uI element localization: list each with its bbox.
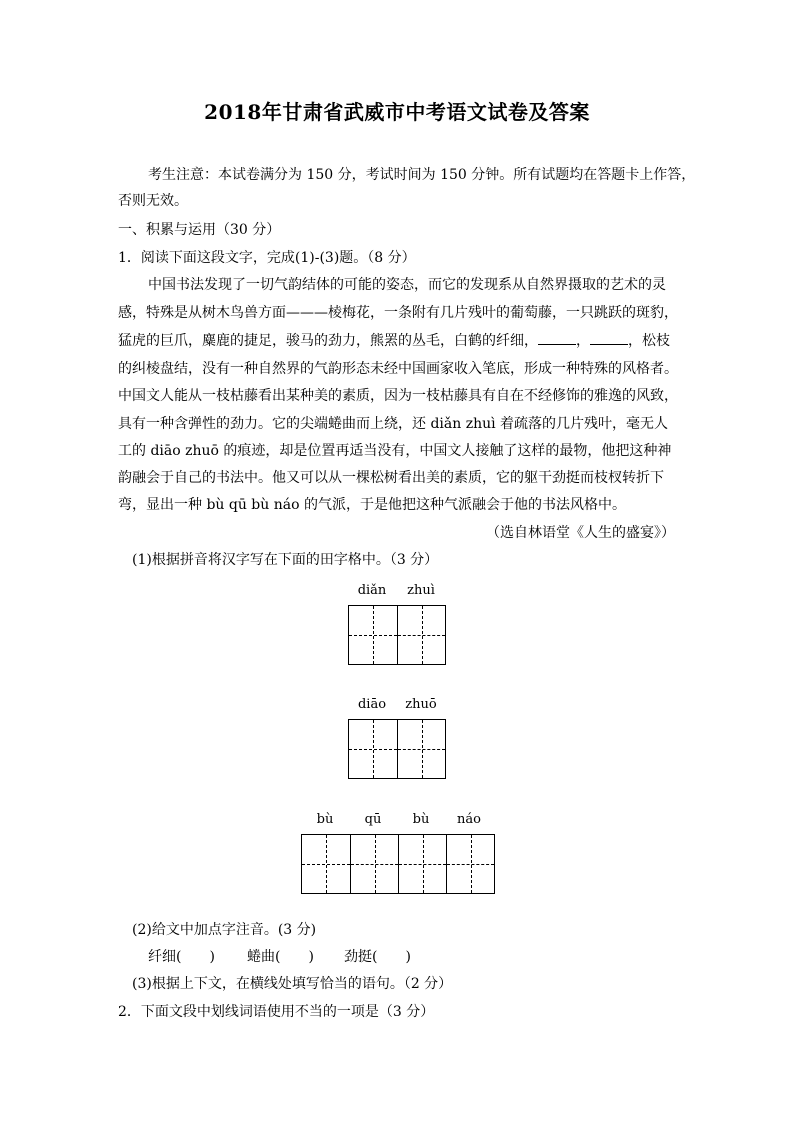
pinyin-label: náo: [457, 812, 481, 827]
passage-line: 工的 diāo zhuō 的痕迹，却是位置再适当没有，中国文人接触了这样的最物，他把这种神: [118, 443, 672, 459]
passage-line: [118, 328, 670, 354]
passage-line: 感，特殊是从树木鸟兽方面———棱梅花，一条附有几片残叶的葡萄藤，一只跳跃的斑豹，: [118, 305, 678, 321]
pinyin-label: diǎn: [357, 583, 387, 598]
tianzige-cell[interactable]: [398, 835, 446, 893]
passage-line: 中国书法发现了一切气韵结体的可能的姿态，而它的发现系从自然界摄取的艺术的灵: [148, 277, 666, 293]
question-2-stem: 2．下面文段中划线词语使用不当的一项是（3 分）: [118, 1004, 435, 1020]
pinyin-label: zhuì: [407, 583, 435, 598]
tianzige-grid-3: [301, 834, 495, 894]
sub-question-3: (3)根据上下文，在横线处填写恰当的语句。（2 分）: [132, 976, 453, 992]
passage-line: 具有一种含弹性的劲力。它的尖端蜷曲而上绕，还 diǎn zhuì 着疏落的几片残叶，毫无人: [118, 416, 669, 432]
tianzige-cell[interactable]: [446, 835, 494, 893]
sub-question-2: (2)给文中加点字注音。(3 分): [132, 922, 317, 938]
tianzige-cell[interactable]: [349, 606, 397, 664]
passage-line: 中国文人能从一枝枯藤看出某种美的素质，因为一枝枯藤具有自在不经修饰的雅逸的风致，: [118, 388, 678, 404]
tianzige-grid-2: [348, 719, 446, 779]
passage-line: 弯，显出一种 bù qū bù náo 的气派，于是他把这种气派融会于他的书法风格中。: [118, 497, 626, 513]
sub-question-1: (1)根据拼音将汉字写在下面的田字格中。（3 分）: [132, 552, 439, 568]
page-title: 2018年甘肃省武威市中考语文试卷及答案: [204, 100, 590, 124]
fill-blank-1[interactable]: [538, 330, 576, 345]
tianzige-cell[interactable]: [350, 835, 398, 893]
pinyin-label: bù: [316, 812, 334, 827]
pinyin-label: qū: [364, 812, 382, 827]
pinyin-answer-item[interactable]: 纤细( ): [148, 949, 215, 965]
tianzige-cell[interactable]: [397, 720, 445, 778]
passage-source: （选自林语堂《人生的盛宴》）: [486, 525, 675, 541]
pinyin-label: zhuō: [405, 697, 437, 712]
passage-text: 猛虎的巨爪，麋鹿的捷足，骏马的劲力，熊罴的丛毛，白鹤的纤细，: [118, 333, 538, 349]
passage-text: ，: [576, 333, 590, 349]
pinyin-answer-item[interactable]: 劲挺( ): [344, 949, 411, 965]
fill-blank-2[interactable]: [590, 330, 628, 345]
pinyin-label: diāo: [357, 697, 387, 712]
notice-line-2: 否则无效。: [118, 193, 188, 209]
pinyin-label: bù: [412, 812, 430, 827]
tianzige-cell[interactable]: [397, 606, 445, 664]
notice-line-1: 考生注意：本试卷满分为 150 分，考试时间为 150 分钟。所有试题均在答题卡上作答，: [148, 167, 696, 183]
tianzige-cell[interactable]: [349, 720, 397, 778]
pinyin-answer-item[interactable]: 蜷曲( ): [247, 949, 314, 965]
question-1-stem: 1．阅读下面这段文字，完成(1)-(3)题。（8 分）: [118, 250, 416, 266]
passage-line: 的纠棱盘结，没有一种自然界的气韵形态未经中国画家收入笔底，形成一种特殊的风格者。: [118, 361, 678, 377]
passage-text: ，松枝: [628, 333, 670, 349]
tianzige-cell[interactable]: [302, 835, 350, 893]
passage-line: 韵融会于自己的书法中。他又可以从一棵松树看出美的素质，它的躯干劲挺而枝杈转折下: [118, 470, 664, 486]
section-heading: 一、积累与运用（30 分）: [118, 222, 281, 238]
tianzige-grid-1: [348, 605, 446, 665]
